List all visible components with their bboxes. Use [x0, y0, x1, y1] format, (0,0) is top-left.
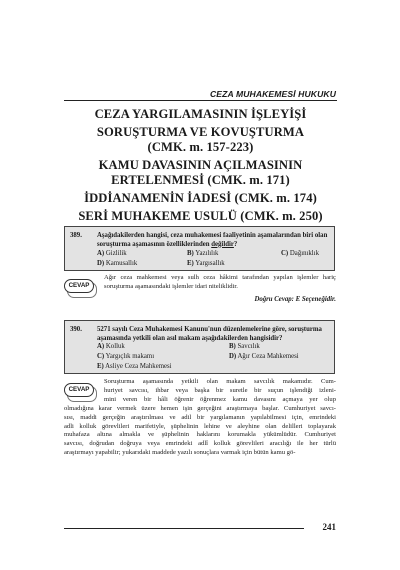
- chapter-title-line: KAMU DAVASININ AÇILMASININ: [98, 158, 303, 172]
- option-e: E) Asliye Ceza Mahkemesi: [97, 363, 172, 370]
- question-390-box: [64, 320, 335, 374]
- question-text-underlined: değildir: [211, 240, 234, 248]
- answer-badge: CEVAP: [64, 279, 94, 293]
- option-b: B) Yazılılık: [187, 250, 219, 257]
- explanation-line: Soruşturma aşamasında yetkili olan makam savcılık makamıdır. Cum-: [104, 378, 336, 385]
- option-d: D) Kamusallık: [97, 260, 138, 267]
- question-389-box: [64, 226, 335, 271]
- chapter-title-line: (CMK. m. 157-223): [147, 140, 254, 154]
- question-number: 389.: [70, 232, 82, 239]
- option-d: D) Ağır Ceza Mahkemesi: [229, 353, 299, 360]
- chapter-title-line: ERTELENMESİ (CMK. m. 171): [111, 173, 290, 187]
- explanation-line: olmadığına karar vermek üzere hemen işin gerçeğini araştırmaya başlar. Cumhuriyet savcı-: [64, 404, 336, 412]
- explanation-line: muhafaza altına almakla ve şüphelinin haklarını korumakla yükümlüdür. Cumhuriyet: [64, 431, 336, 439]
- explanation-line: huriyet savcısı, ihbar veya başka bir suretle bir suçun işlendiği izleni-: [104, 386, 336, 394]
- chapter-titles: [64, 107, 337, 227]
- chapter-title-line: SORUŞTURMA VE KOVUŞTURMA: [96, 125, 305, 139]
- question-text: 5271 sayılı Ceza Muhakemesi Kanunu'nun düzenlemelerine göre, soruşturma aşamasında yetkili olan asıl makam aşağıdakilerden hangisidir?: [97, 326, 322, 342]
- option-c: C) Dağınıklık: [281, 250, 319, 257]
- correct-answer: Doğru Cevap: E Seçeneğidir.: [254, 296, 336, 303]
- footer-rule: [64, 528, 304, 529]
- answer-badge: CEVAP: [64, 383, 94, 397]
- explanation-line: araştırmayı yapabilir; yukarıdaki maddede yazılı sonuçlara varmak için bütün kamu gö-: [64, 449, 296, 457]
- page-number: 241: [322, 522, 336, 532]
- answer-explanation: [64, 378, 336, 458]
- chapter-title-line: CEZA YARGILAMASININ İŞLEYİŞİ: [94, 107, 307, 121]
- header-rule: [64, 100, 337, 101]
- option-e: E) Yargısallık: [187, 260, 225, 267]
- explanation-line: savcısı, doğrudan doğruya veya emrindeki adlî kolluk görevlileri aracılığı ile her türlü: [64, 440, 336, 448]
- question-text: [97, 232, 328, 249]
- option-a: A) Kolluk: [97, 343, 125, 350]
- answer-text: Ağır ceza mahkemesi veya sulh ceza hâkimi tarafından yapılan işlemler hariç soruşturma aşamasındaki işlemler idari niteliklidir.: [104, 274, 336, 290]
- option-b: B) Savcılık: [229, 343, 260, 350]
- explanation-line: sısı, maddi gerçeğin araştırılması ve adil bir yargılamanın yapılabilmesi için, emrindeki: [64, 413, 336, 421]
- running-header-title: CEZA MUHAKEMESİ HUKUKU: [209, 89, 336, 99]
- chapter-title-line: İDDİANAMENİN İADESİ (CMK. m. 174): [84, 191, 317, 205]
- question-text-end: ?: [233, 240, 238, 248]
- option-c: C) Yargıçlık makamı: [97, 353, 155, 360]
- explanation-line: adli kolluk görevlileri marifetiyle, şüphelinin lehine ve aleyhine olan delilleri toplayarak: [64, 422, 336, 430]
- chapter-title-line: SERİ MUHAKEME USULÜ (CMK. m. 250): [78, 209, 323, 223]
- question-number: 390.: [70, 326, 82, 333]
- option-a: A) Gizlilik: [97, 250, 127, 257]
- question-text-main: Aşağıdakilerden hangisi, ceza muhakemesi faaliyetinin aşamalarından biri olan soruşturma aşamasının özelliklerinden: [97, 232, 328, 248]
- explanation-line: mini veren bir hâli öğrenir öğrenmez kamu davasını açmaya yer olup: [104, 395, 336, 403]
